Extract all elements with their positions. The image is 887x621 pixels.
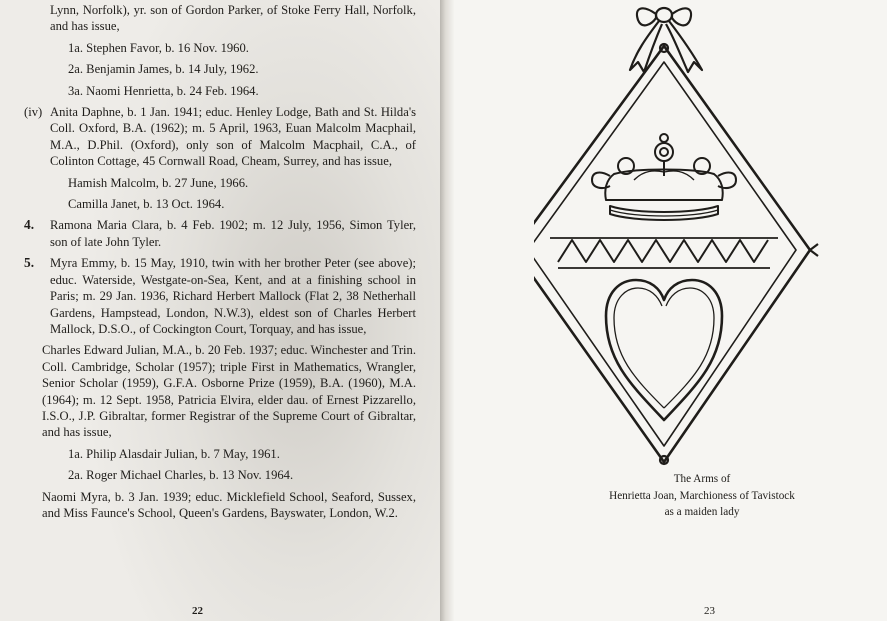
entry-4 [24,217,416,250]
text-line-10: Charles Edward Julian, M.A., b. 20 Feb. 1937; educ. Winchester and Trin. Coll. Cambridge, Scholar (1957); triple First in Mathematics, Wrangler, Senior Scholar (1959), G.F.A. Osborne Prize (1959), B.A. (1960), M.A. (1964); m. 12 Sept. 1958, Patricia Elvira, elder dau. of Ernest Pizzarello, I.S.O., J.P. Gibraltar, former Registrar of the Supreme Court of Gibraltar, and has issue, [42,343,416,440]
text-line-2: 1a. Stephen Favor, b. 16 Nov. 1960. [68,40,249,55]
entry-5-text: Myra Emmy, b. 15 May, 1910, twin with her brother Peter (see above); educ. Waterside, Westgate-on-Sea, Kent, and at a finishing school in Paris; m. 29 Jan. 1936, Richard Herbert Mallock (Flat 2, 38 Netherhall Gardens, Hampstead, London, N.W.3), eldest son of Charles Herbert Mallock, D.S.O., of Cockington Court, Torquay, and has issue, [50,256,416,336]
entry-4-marker: 4. [24,217,35,233]
text-line-11: 1a. Philip Alasdair Julian, b. 7 May, 1961. [68,446,280,461]
text-line-4: 3a. Naomi Henrietta, b. 24 Feb. 1964. [68,83,259,98]
text-line-7: Camilla Janet, b. 13 Oct. 1964. [68,197,225,212]
entry-5 [24,255,416,337]
text-line-12: 2a. Roger Michael Charles, b. 13 Nov. 1964. [68,468,294,483]
heart-icon [606,280,722,420]
entry-iv-marker: (iv) [24,105,43,120]
text-line-6: Hamish Malcolm, b. 27 June, 1966. [68,175,249,190]
illustration-caption [582,471,822,521]
caption-line-3: as a maiden lady [664,506,740,518]
coronet-icon [592,134,736,220]
page-number-right: 23 [704,605,715,617]
entry-4-text: Ramona Maria Clara, b. 4 Feb. 1902; m. 12 July, 1956, Simon Tyler, son of late John Tyler. [50,218,416,249]
page-number-left: 22 [192,605,203,617]
entry-5-marker: 5. [24,255,35,271]
caption-line-1: The Arms of [673,473,731,485]
entry-iv-text: Anita Daphne, b. 1 Jan. 1941; educ. Henley Lodge, Bath and St. Hilda's Coll. Oxford, B.A. (1962); m. 5 April, 1963, Euan Malcolm Macphail, M.A., D.Phil. (Oxford), only son of Malcolm Macphail, C.A., of Colinton Cottage, 45 Cornwall Road, Cheam, Surrey, and has issue, [50,105,416,169]
right-page [442,0,887,621]
entry-iv [24,104,416,170]
caption-line-2: Henrietta Joan, Marchioness of Tavistock [609,489,795,502]
text-line-1: Lynn, Norfolk), yr. son of Gordon Parker, of Stoke Ferry Hall, Norfolk, and has issue, [50,3,416,34]
text-line-13: Naomi Myra, b. 3 Jan. 1939; educ. Micklefield School, Seaford, Sussex, and Miss Faunce's School, Queen's Gardens, Bayswater, London, W.2. [42,489,416,520]
text-line-3: 2a. Benjamin James, b. 14 July, 1962. [68,62,259,77]
genealogy-text [24,2,416,526]
left-page [0,0,442,621]
book-gutter [440,0,454,621]
dancetty-band [550,238,778,268]
coat-of-arms-illustration [534,0,864,470]
ribbon-bow-icon [630,8,702,72]
